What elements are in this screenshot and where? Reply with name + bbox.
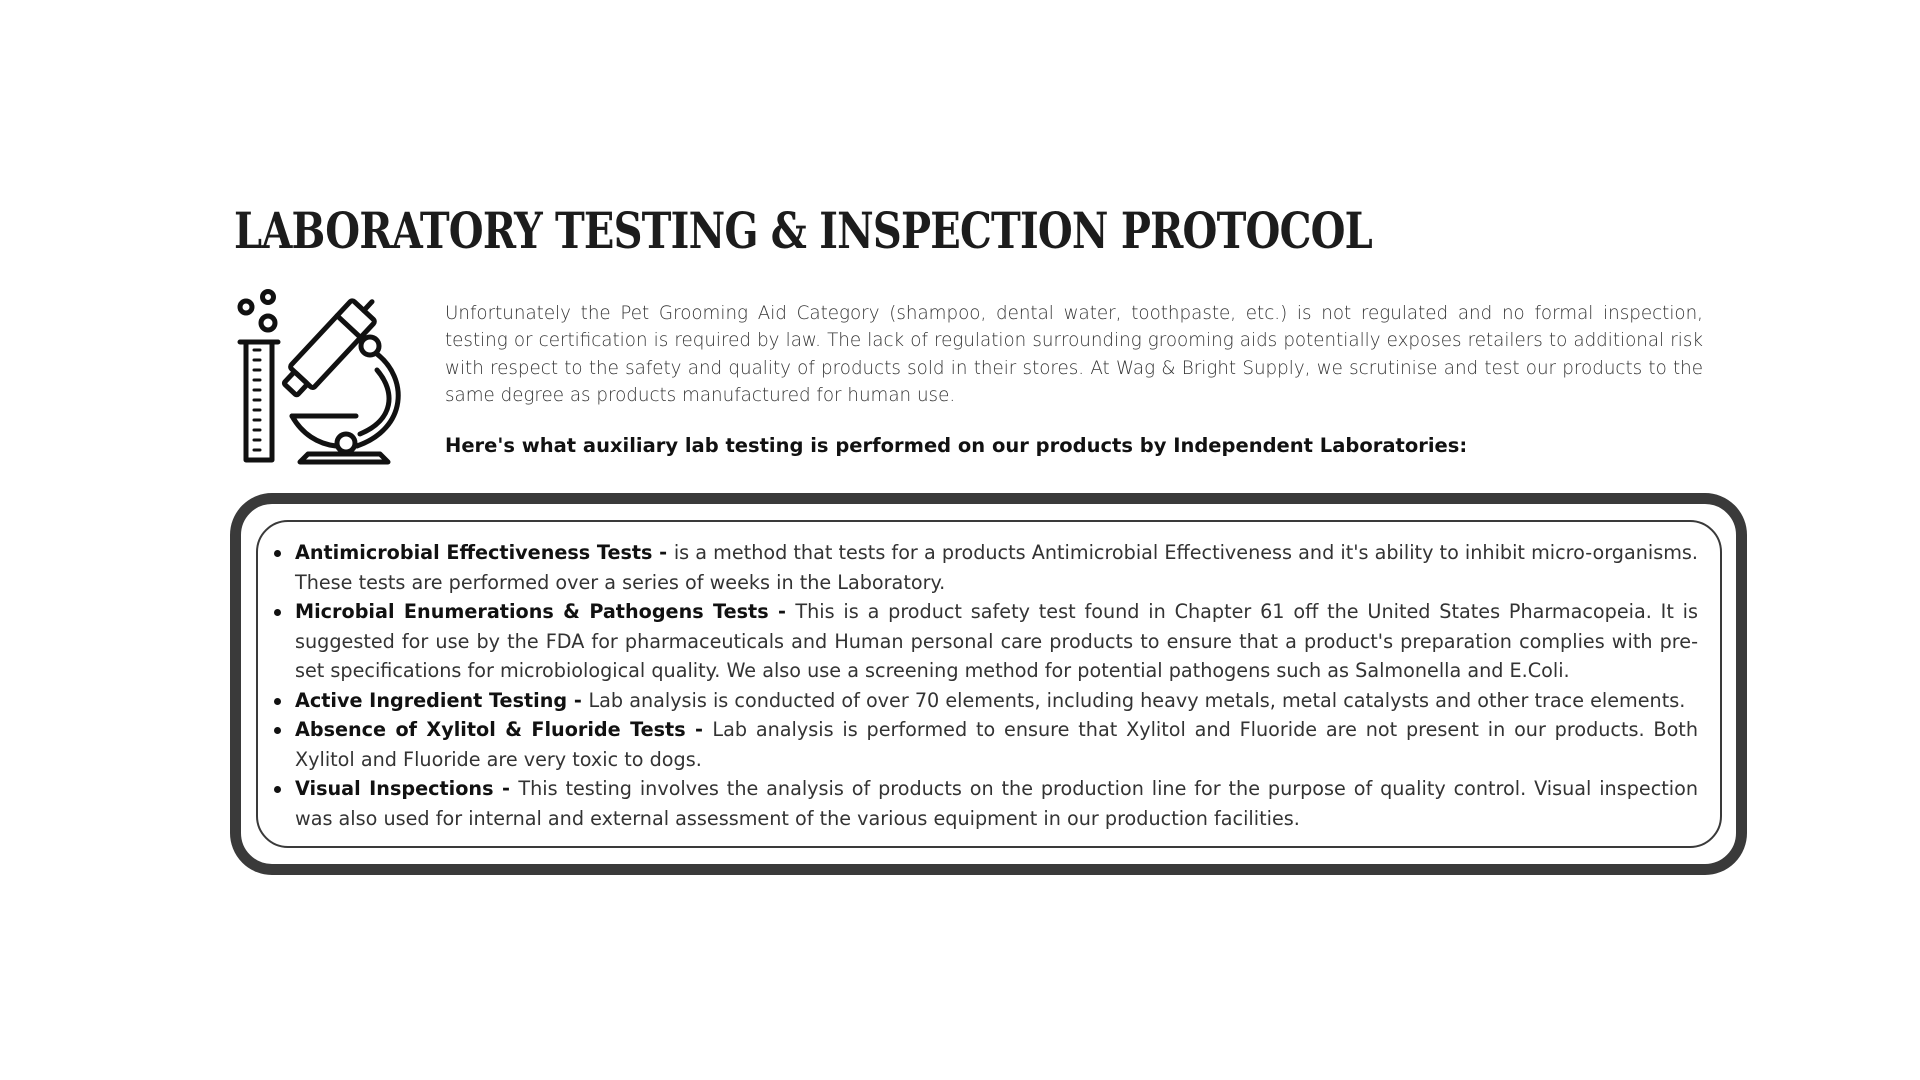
test-name: Visual Inspections - [295, 777, 519, 800]
intro-paragraph: Unfortunately the Pet Grooming Aid Category (shampoo, dental water, toothpaste, etc.) is not regulated and no formal inspection, testing or certification is required by law. The lack of regulation surrounding grooming aids potentially exposes retailers to additional risk with respect to the safety and quality of products sold in their stores. At Wag & Bright Supply, we scrutinise and test our products to the same degree as products manufactured for human use. [445, 303, 1703, 406]
test-description: is a method that tests for a products Antimicrobial Effectiveness and it's ability to inhibit micro-organisms. These tests are performed over a series of weeks in the Laboratory. [295, 541, 1698, 594]
test-name: Antimicrobial Effectiveness Tests - [295, 541, 674, 564]
lab-test-tube-microscope-icon [232, 288, 414, 468]
test-description: Lab analysis is conducted of over 70 elements, including heavy metals, metal catalysts and other trace elements. [588, 688, 1686, 712]
test-item-antimicrobial [270, 538, 1698, 597]
test-item-xylitol-fluoride [270, 715, 1698, 774]
test-item-visual-inspections [270, 774, 1698, 833]
test-name: Active Ingredient Testing - [295, 688, 589, 712]
test-name: Microbial Enumerations & Pathogens Tests - [295, 600, 796, 623]
test-name: Absence of Xylitol & Fluoride Tests - [295, 718, 713, 741]
lab-testing-subheading: Here's what auxiliary lab testing is performed on our products by Independent Laboratories: [445, 434, 1468, 457]
test-item-active-ingredient [270, 686, 1698, 716]
test-description: This testing involves the analysis of products on the production line for the purpose of quality control. Visual inspection was also used for internal and external assessment of the various equipment in our production facilities. [295, 777, 1698, 830]
test-item-microbial-pathogens [270, 597, 1698, 686]
tests-list [270, 538, 1698, 833]
test-description: Lab analysis is performed to ensure that Xylitol and Fluoride are not present in our products. Both Xylitol and Fluoride are very toxic to dogs. [295, 718, 1698, 771]
page-title: LABORATORY TESTING & INSPECTION PROTOCOL [234, 201, 1372, 260]
test-description: This is a product safety test found in Chapter 61 off the United States Pharmacopeia. It is suggested for use by the FDA for pharmaceuticals and Human personal care products to ensure that a product's preparation complies with pre-set specifications for microbiological quality. We also use a screening method for potential pathogens such as Salmonella and E.Coli. [295, 600, 1698, 682]
